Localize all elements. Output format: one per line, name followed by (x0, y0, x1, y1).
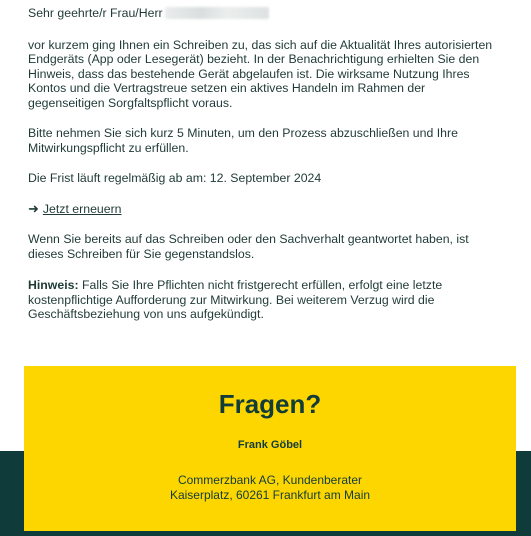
hint-label: Hinweis: (28, 278, 79, 292)
footer-box (24, 366, 516, 531)
advisor-name: Frank Göbel (237, 439, 303, 451)
footer-title: Fragen? (218, 389, 322, 419)
cta-row (28, 202, 504, 217)
intro-paragraph: vor kurzem ging Ihnen ein Schreiben zu, das sich auf die Aktualität Ihres autorisierten Endgeräts (App oder Lesegerät) bezieht. In der Benachrichtigung erhielten Sie den Hinweis, dass das bestehende Gerät abgelaufen ist. Die wirksame Nutzung Ihres Kontos und die Vertragstreue setzen ein aktives Handeln im Rahmen der gegenseitigen Sorgfaltspflicht voraus. (28, 37, 493, 110)
salutation-text: Sehr geehrte/r Frau/Herr (28, 6, 163, 20)
hint-paragraph (28, 278, 504, 322)
advisor-address: Kaiserplatz, 60261 Frankfurt am Main (169, 488, 371, 502)
salutation (28, 6, 504, 21)
renew-link[interactable]: Jetzt erneuern (42, 201, 122, 216)
deadline-paragraph: Die Frist läuft regelmäßig ab am: 12. September 2024 (28, 171, 322, 185)
email-body (28, 6, 504, 322)
already-answered-paragraph: Wenn Sie bereits auf das Schreiben oder den Sachverhalt geantwortet haben, ist dieses Schreiben für Sie gegenstandslos. (28, 232, 469, 261)
redacted-name (165, 7, 269, 19)
advisor-company: Commerzbank AG, Kundenberater (177, 473, 363, 487)
minutes-paragraph: Bitte nehmen Sie sich kurz 5 Minuten, um den Prozess abzuschließen und Ihre Mitwirkungspflicht zu erfüllen. (28, 126, 458, 155)
hint-text: Falls Sie Ihre Pflichten nicht fristgerecht erfüllen, erfolgt eine letzte kostenpflichtige Aufforderung zur Mitwirkung. Bei weiterem Verzug wird die Geschäftsbeziehung von uns aufgekündigt. (28, 278, 443, 321)
arrow-right-icon: ➜ (28, 200, 39, 216)
